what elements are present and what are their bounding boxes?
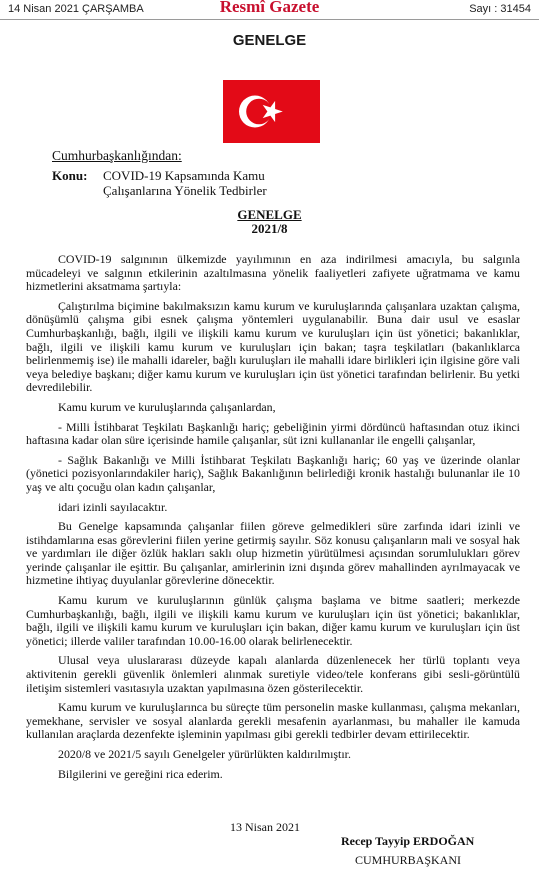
header-date: 14 Nisan 2021 ÇARŞAMBA — [8, 3, 144, 15]
body-paragraph: idari izinli sayılacaktır. — [58, 499, 168, 514]
body-paragraph: Bilgilerini ve gereğini rica ederim. — [58, 766, 223, 781]
body-paragraph: Kamu kurum ve kuruluşlarının günlük çalışma başlama ve bitme saatleri; merkezde Cumhurbaşkanlığı, bağlı, ilgili ve ilişkili kamu kurum ve kuruluşları için üst yönetici; bakanlıklar, bağlı, ilgili ve ilişkili kamu kurum ve kuruluşları için bakan, diğer kamu kurum ve kuruluşları için üst yönetici; illerde valiler tarafından 10.00-16.00 olarak belirlenecektir. — [26, 593, 520, 648]
circular-body — [26, 253, 520, 787]
body-paragraph: 2020/8 ve 2021/5 sayılı Genelgeler yürürlükten kaldırılmıştır. — [58, 747, 351, 761]
body-paragraph: Kamu kurum ve kuruluşlarında çalışanlardan, — [58, 399, 276, 414]
subject-text: COVID-19 Kapsamında Kamu Çalışanlarına Yönelik Tedbirler — [103, 168, 267, 198]
subject-label: Konu: — [52, 168, 88, 183]
body-paragraph: COVID-19 salgınının ülkemizde yayılımının en aza indirilmesi amacıyla, bu salgınla mücadeleyi ve salgının etkilerinin azaltılmasına yönelik faaliyetleri zafiyete uğratmama ve kamu hizmetlerini aksatmama şartıyla: — [26, 252, 520, 294]
circular-title-block — [0, 208, 539, 236]
circular-number: 2021/8 — [251, 221, 288, 236]
gazette-brand: Resmî Gazete — [219, 0, 320, 16]
signature-date: 13 Nisan 2021 — [230, 820, 300, 834]
gazette-header — [0, 0, 539, 20]
signatory-title: CUMHURBAŞKANI — [355, 853, 462, 867]
body-paragraph: - Sağlık Bakanlığı ve Milli İstihbarat Teşkilatı Başkanlığı hariç; 60 yaş ve üzerinde olanlar (yönetici pozisyonlarındakiler hariç), Sağlık Bakanlığının belirlediği kronik hastalığı bulunanlar ile 10 yaş ve altı çocuğu olan kadın çalışanlar, — [26, 452, 520, 494]
issuer-line: Cumhurbaşkanlığından: — [52, 148, 182, 163]
body-paragraph: - Milli İstihbarat Teşkilatı Başkanlığı hariç; gebeliğinin yirmi dördüncü haftasından otuz ikinci haftasına kadar olan süre içerisinde hamile çalışanlar, süt izni kullananlar ile engelli çalışanlar, — [26, 419, 520, 448]
body-paragraph: Çalıştırılma biçimine bakılmaksızın kamu kurum ve kuruluşlarında çalışanlara uzaktan çalışma, dönüşümlü çalışma gibi esnek çalışma yöntemleri uygulanabilir. Buna dair usul ve esaslar Cumhurbaşkanlığı, bağlı, ilgili ve ilişkili kamu kurum ve kuruluşları için üst yönetici; bakanlıklar, bağlı, ilgili ve ilişkili kamu kurum ve kuruluşları için bakan; taşra teşkilatları (bakanlıklarca belirlenmemiş ise) ile mahalli idareler, bağlı kuruluşları ile mahalli idare birlikleri için ilgisine göre vali veya belediye başkanı; diğer kamu kurum ve kuruluşları için üst yönetici tarafından belirlenir. Bu yetki devredilebilir. — [26, 298, 520, 395]
issue-number: Sayı : 31454 — [469, 3, 531, 15]
signatory-name: Recep Tayyip ERDOĞAN — [341, 834, 475, 848]
body-paragraph: Ulusal veya uluslararası düzeyde kapalı alanlarda düzenlenecek her türlü toplantı veya aktivitenin gerekli güvenlik önlemleri alınmak suretiyle video/tele konferans gibi sesli-görüntülü iletişim sistemleri vasıtasıyla uzaktan yapılmasına özen gösterilecektir. — [26, 653, 520, 695]
body-paragraph: Bu Genelge kapsamında çalışanlar fiilen göreve gelmedikleri süre zarfında idari izinli ve istihdamlarına esas görevlerini fiilen yerine getirmiş sayılır. Söz konusu çalışanların mali ve sosyal hak ve yardımları ile diğer özlük hakları saklı olup hizmetin yürütülmesi açısından sorumlulukları görev yerinde çalışanlar ile eşittir. Bu çalışanlar, amirlerinin izni dışında görev mahallinden ayrılmayacak ve hizmetine ihtiyaç duyulanlar görevlerine dönecektir. — [26, 519, 520, 588]
body-paragraph: Kamu kurum ve kuruluşlarınca bu süreçte tüm personelin maske kullanması, çalışma mekanları, yemekhane, servisler ve sosyal alanlarda gerekli mesafenin ayarlanması, bu mahaller ile kamuda kullanılan araçlarda dezenfekte işleminin yapılması gibi gerekli tedbirler devam ettirilecektir. — [26, 700, 520, 742]
header-divider — [0, 19, 539, 20]
document-type-heading: GENELGE — [232, 32, 307, 49]
turkish-flag-icon — [223, 80, 320, 143]
circular-title: GENELGE — [237, 207, 302, 222]
